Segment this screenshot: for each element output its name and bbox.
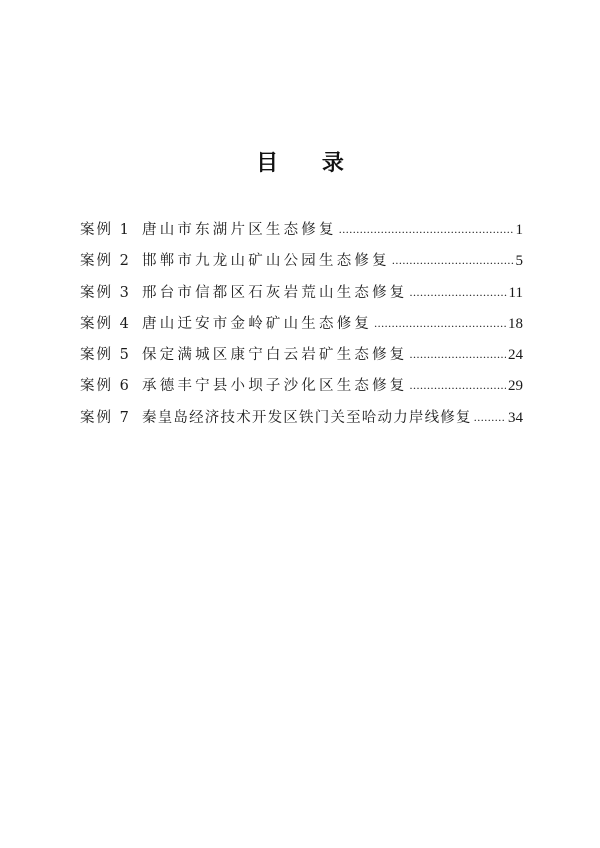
toc-entry[interactable] [80,249,523,280]
toc-entry[interactable] [80,281,523,312]
case-label: 案例 4 [80,315,131,332]
case-label: 案例 7 [80,409,131,426]
case-title: 唐山市东湖片区生态修复 [142,222,337,238]
case-title: 邯郸市九龙山矿山公园生态修复 [142,253,390,270]
page-number: 29 [508,378,523,395]
page-title: 目 录 [256,151,362,176]
dot-leader [410,378,507,393]
case-title: 唐山迁安市金岭矿山生态修复 [142,315,373,332]
toc-entry[interactable] [80,406,523,437]
case-title: 承德丰宁县小坝子沙化区生态修复 [142,378,408,395]
page-number: 34 [508,409,523,426]
case-label: 案例 6 [80,378,131,395]
case-label: 案例 3 [80,284,131,301]
dot-leader [392,253,514,268]
case-title: 秦皇岛经济技术开发区铁门关至哈动力岸线修复 [142,409,472,426]
toc-entry[interactable] [80,374,523,405]
page-number: 24 [508,347,523,364]
toc-entry[interactable] [80,312,523,343]
case-title: 保定满城区康宁白云岩矿生态修复 [142,347,408,364]
page-number: 1 [515,222,523,238]
table-of-contents [80,218,523,437]
case-title: 邢台市信都区石灰岩荒山生态修复 [142,284,408,301]
page-number: 11 [508,284,523,301]
case-label: 案例 5 [80,347,131,364]
dot-leader [339,222,514,237]
toc-entry[interactable] [80,218,523,249]
dot-leader [374,316,506,331]
case-label: 案例 1 [80,222,131,238]
page-number: 5 [515,253,523,270]
dot-leader [410,285,507,300]
dot-leader [410,347,507,362]
toc-entry[interactable] [80,343,523,374]
dot-leader [474,410,506,425]
page-number: 18 [508,315,523,332]
case-label: 案例 2 [80,253,131,270]
